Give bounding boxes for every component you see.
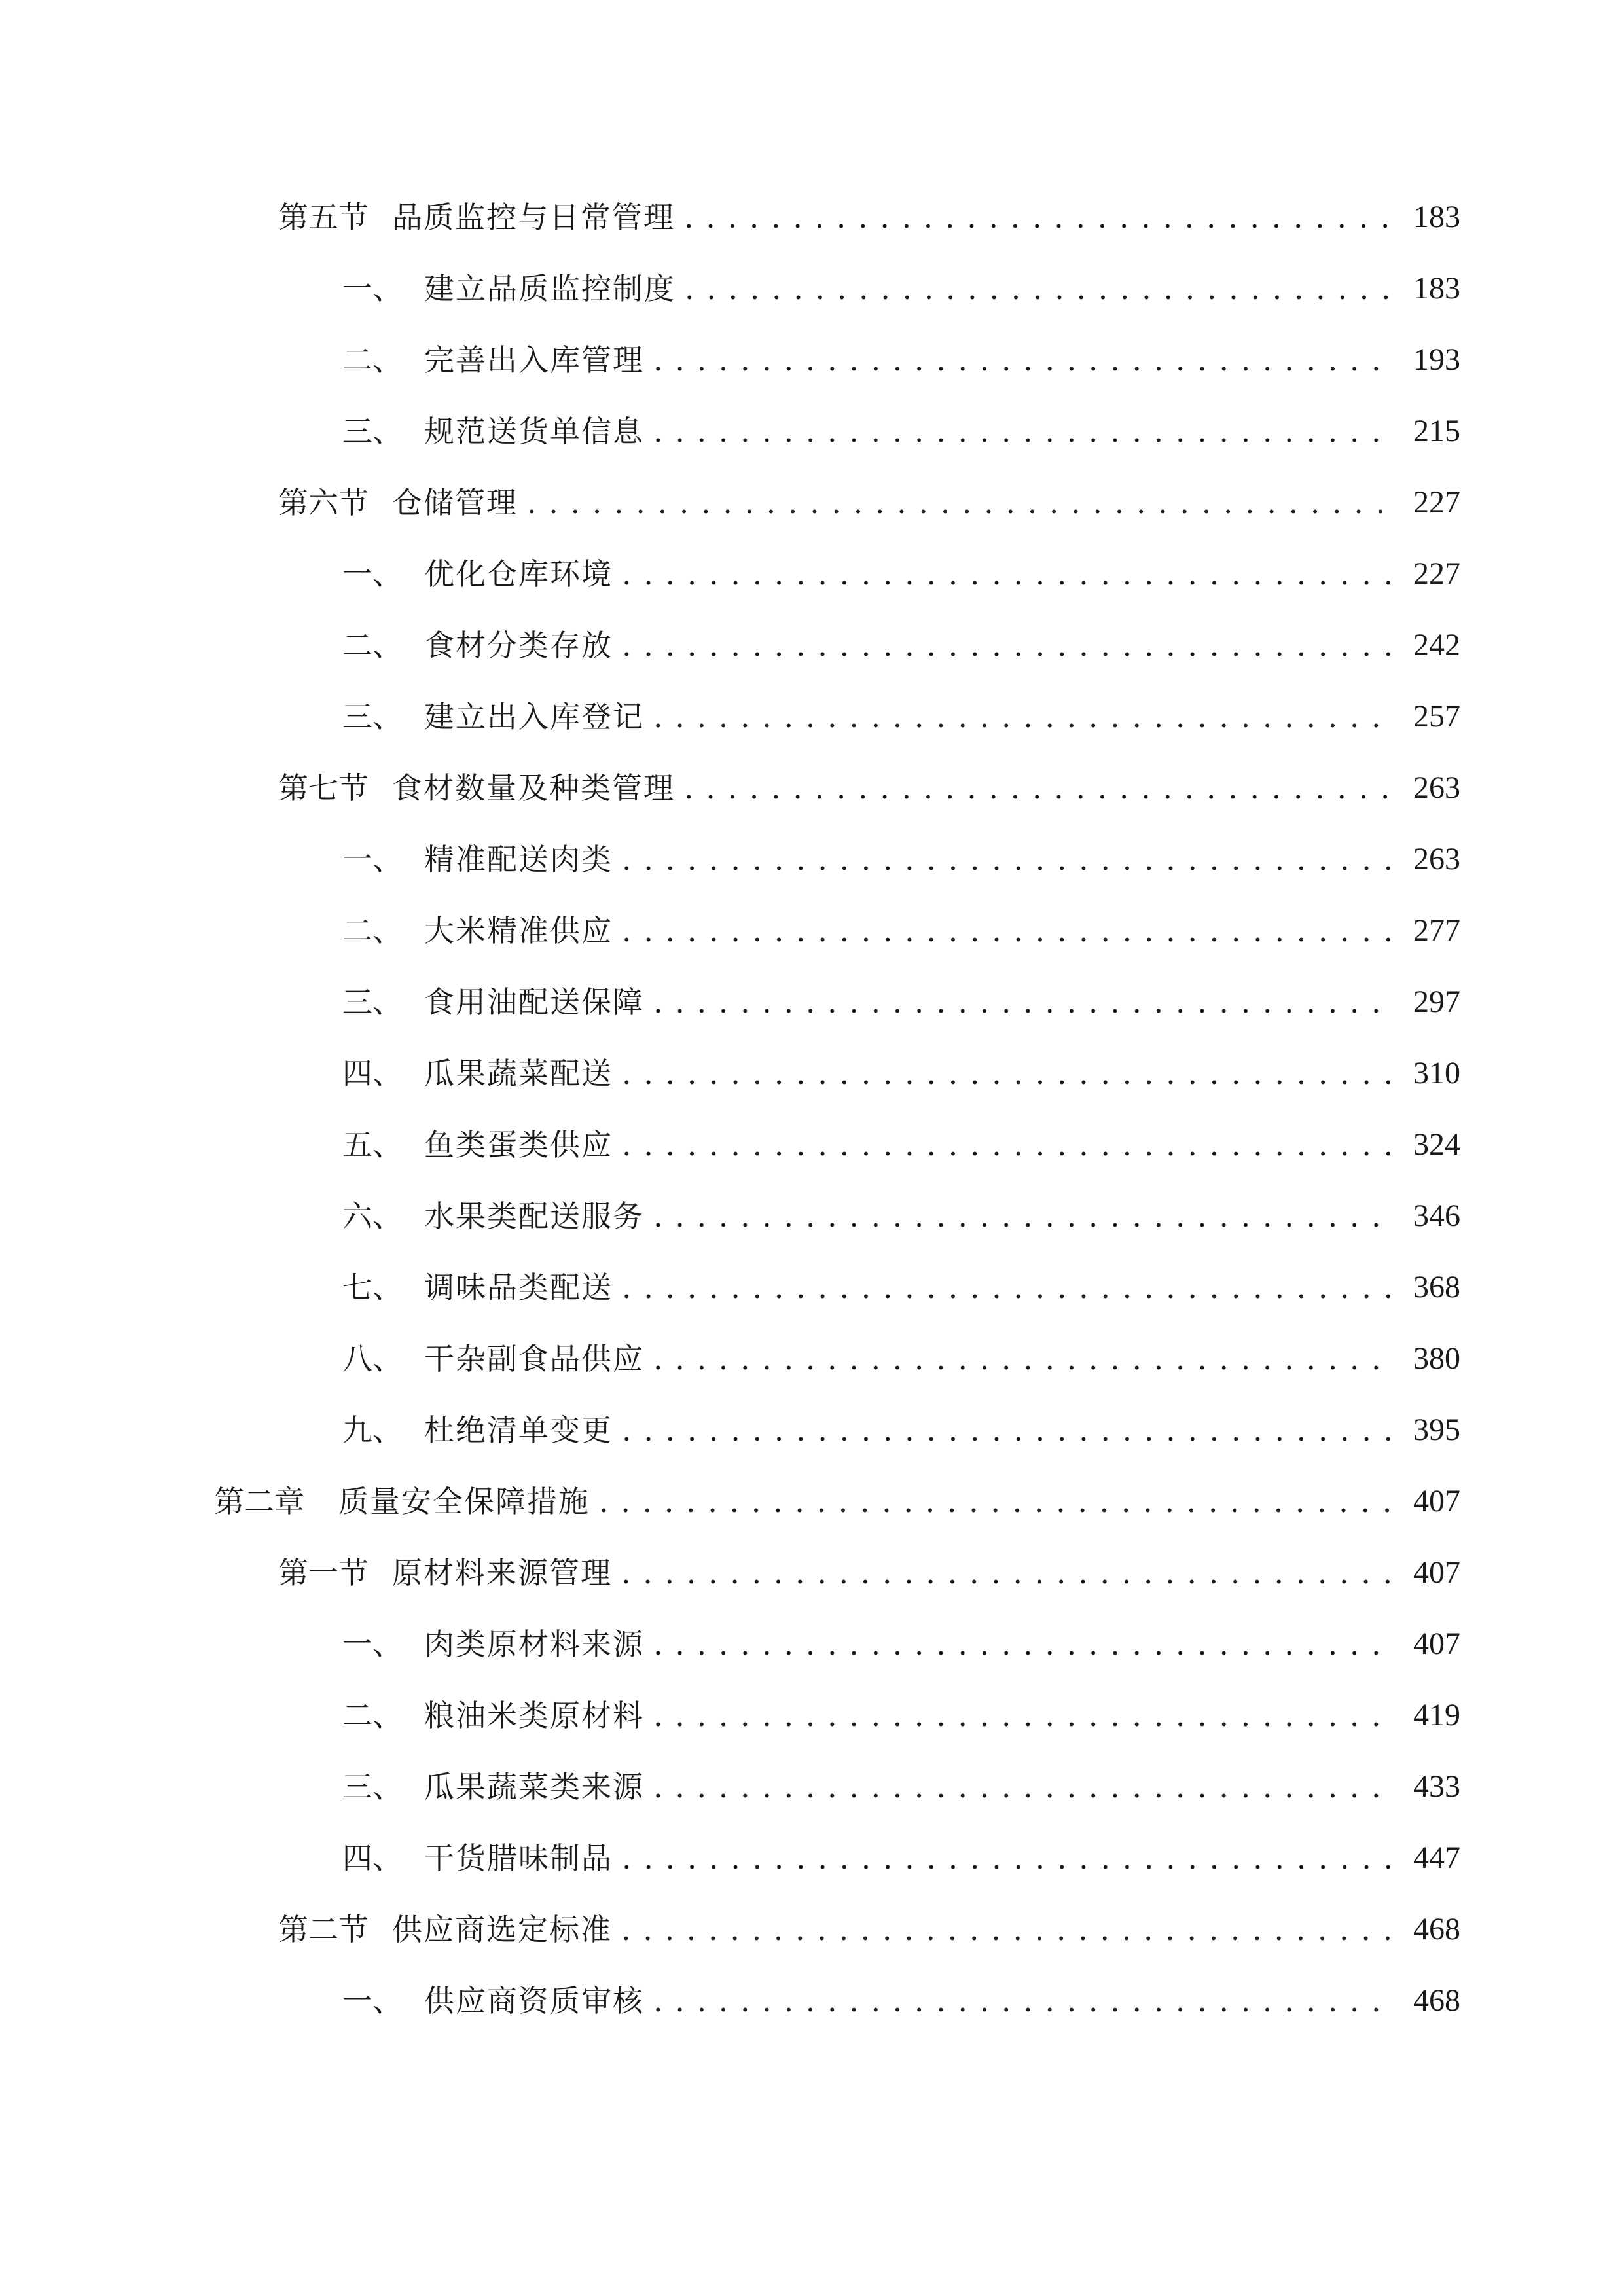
toc-entry-number: 三、 bbox=[342, 414, 403, 449]
toc-entry-page: 297 bbox=[1413, 984, 1460, 1019]
toc-entry-page: 183 bbox=[1413, 200, 1460, 234]
toc-entry-page: 419 bbox=[1413, 1698, 1460, 1732]
toc-entry-item[interactable] bbox=[0, 833, 1624, 886]
toc-entry-item[interactable] bbox=[0, 334, 1624, 386]
toc-entry-title: 规范送货单信息 bbox=[424, 414, 644, 449]
toc-entry-page: 468 bbox=[1413, 1983, 1460, 2018]
toc-entry-number: 一、 bbox=[342, 1983, 403, 2018]
toc-entry-page: 183 bbox=[1413, 271, 1460, 306]
toc-entry-section[interactable] bbox=[0, 476, 1624, 529]
toc-entry-number: 一、 bbox=[342, 271, 403, 306]
toc-entry-title: 粮油米类原材料 bbox=[424, 1698, 644, 1733]
toc-entry-title: 建立品质监控制度 bbox=[424, 271, 676, 306]
toc-entry-number: 四、 bbox=[342, 1056, 403, 1091]
toc-entry-page: 193 bbox=[1413, 342, 1460, 377]
toc-entry-title: 肉类原材料来源 bbox=[424, 1626, 644, 1662]
toc-entry-number: 二、 bbox=[342, 342, 403, 378]
toc-entry-item[interactable] bbox=[0, 1832, 1624, 1884]
dot-leader bbox=[653, 405, 1391, 457]
toc-entry-title: 干货腊味制品 bbox=[424, 1840, 613, 1876]
dot-leader bbox=[621, 1547, 1391, 1599]
toc-entry-item[interactable] bbox=[0, 1261, 1624, 1314]
toc-entry-number: 三、 bbox=[342, 699, 403, 734]
toc-entry-title: 品质监控与日常管理 bbox=[392, 200, 675, 235]
dot-leader bbox=[653, 1975, 1391, 2027]
toc-entry-item[interactable] bbox=[0, 1761, 1624, 1813]
toc-entry-title: 供应商资质审核 bbox=[424, 1983, 644, 2018]
toc-entry-number: 六、 bbox=[342, 1198, 403, 1234]
toc-entry-title: 食材分类存放 bbox=[424, 628, 613, 663]
toc-entry-item[interactable] bbox=[0, 1333, 1624, 1385]
toc-entry-page: 257 bbox=[1413, 699, 1460, 734]
toc-entry-title: 原材料来源管理 bbox=[392, 1555, 612, 1590]
toc-entry-title: 大米精准供应 bbox=[424, 913, 613, 948]
toc-entry-number: 四、 bbox=[342, 1840, 403, 1876]
dot-leader bbox=[684, 762, 1391, 814]
dot-leader bbox=[622, 1119, 1391, 1171]
dot-leader bbox=[653, 1689, 1391, 1742]
toc-entry-section[interactable] bbox=[0, 1903, 1624, 1956]
toc-entry-page: 447 bbox=[1413, 1840, 1460, 1875]
toc-entry-title: 建立出入库登记 bbox=[424, 699, 644, 734]
toc-entry-item[interactable] bbox=[0, 405, 1624, 457]
toc-entry-page: 277 bbox=[1413, 913, 1460, 948]
toc-entry-item[interactable] bbox=[0, 1618, 1624, 1670]
toc-entry-item[interactable] bbox=[0, 1975, 1624, 2027]
dot-leader bbox=[653, 691, 1391, 743]
toc-entry-item[interactable] bbox=[0, 619, 1624, 672]
dot-leader bbox=[622, 905, 1391, 957]
toc-entry-number: 第五节 bbox=[278, 200, 369, 235]
dot-leader bbox=[599, 1475, 1391, 1528]
toc-entry-number: 三、 bbox=[342, 1769, 403, 1804]
dot-leader bbox=[685, 262, 1391, 315]
toc-entry-page: 215 bbox=[1413, 414, 1460, 448]
toc-entry-number: 二、 bbox=[342, 913, 403, 948]
toc-entry-title: 瓜果蔬菜类来源 bbox=[424, 1769, 644, 1804]
dot-leader bbox=[653, 334, 1391, 386]
toc-entry-number: 一、 bbox=[342, 842, 403, 877]
toc-entry-page: 263 bbox=[1413, 770, 1460, 805]
toc-entry-item[interactable] bbox=[0, 1119, 1624, 1171]
toc-entry-chapter[interactable] bbox=[0, 1475, 1624, 1528]
toc-entry-title: 精准配送肉类 bbox=[424, 842, 613, 877]
toc-entry-item[interactable] bbox=[0, 691, 1624, 743]
toc-entry-page: 227 bbox=[1413, 485, 1460, 520]
toc-entry-number: 二、 bbox=[342, 628, 403, 663]
dot-leader bbox=[622, 1261, 1391, 1314]
toc-entry-page: 346 bbox=[1413, 1198, 1460, 1233]
dot-leader bbox=[622, 1047, 1391, 1100]
toc-entry-number: 二、 bbox=[342, 1698, 403, 1733]
toc-entry-number: 八、 bbox=[342, 1341, 403, 1376]
toc-entry-title: 优化仓库环境 bbox=[424, 556, 613, 592]
toc-entry-item[interactable] bbox=[0, 905, 1624, 957]
dot-leader bbox=[622, 1832, 1391, 1884]
toc-entry-title: 干杂副食品供应 bbox=[424, 1341, 644, 1376]
toc-entry-page: 310 bbox=[1413, 1056, 1460, 1090]
toc-entry-page: 433 bbox=[1413, 1769, 1460, 1804]
toc-entry-item[interactable] bbox=[0, 1047, 1624, 1100]
dot-leader bbox=[684, 191, 1391, 243]
toc-entry-title: 食材数量及种类管理 bbox=[392, 770, 675, 806]
toc-entry-item[interactable] bbox=[0, 262, 1624, 315]
toc-entry-number: 第一节 bbox=[278, 1555, 369, 1590]
dot-leader bbox=[653, 1333, 1391, 1385]
toc-entry-number: 第二章 bbox=[214, 1484, 304, 1519]
toc-entry-page: 407 bbox=[1413, 1484, 1460, 1518]
toc-entry-page: 407 bbox=[1413, 1555, 1460, 1590]
dot-leader bbox=[621, 1903, 1391, 1956]
toc-entry-page: 395 bbox=[1413, 1412, 1460, 1447]
toc-entry-page: 242 bbox=[1413, 628, 1460, 662]
dot-leader bbox=[622, 1404, 1391, 1456]
toc-entry-number: 一、 bbox=[342, 1626, 403, 1662]
toc-entry-title: 杜绝清单变更 bbox=[424, 1412, 613, 1448]
dot-leader bbox=[622, 619, 1391, 672]
toc-entry-page: 227 bbox=[1413, 556, 1460, 591]
dot-leader bbox=[653, 1618, 1391, 1670]
toc-entry-title: 供应商选定标准 bbox=[392, 1912, 612, 1947]
dot-leader bbox=[527, 476, 1391, 529]
toc-entry-title: 食用油配送保障 bbox=[424, 984, 644, 1020]
toc-entry-page: 407 bbox=[1413, 1626, 1460, 1661]
toc-entry-number: 九、 bbox=[342, 1412, 403, 1448]
toc-entry-title: 调味品类配送 bbox=[424, 1270, 613, 1305]
toc-entry-title: 瓜果蔬菜配送 bbox=[424, 1056, 613, 1091]
toc-entry-number: 一、 bbox=[342, 556, 403, 592]
toc-entry-page: 324 bbox=[1413, 1127, 1460, 1162]
dot-leader bbox=[653, 1190, 1391, 1242]
toc-entry-number: 第六节 bbox=[278, 485, 369, 520]
toc-entry-section[interactable] bbox=[0, 191, 1624, 243]
toc-entry-number: 第二节 bbox=[278, 1912, 369, 1947]
toc-entry-title: 完善出入库管理 bbox=[424, 342, 644, 378]
toc-entry-section[interactable] bbox=[0, 762, 1624, 814]
toc-entry-item[interactable] bbox=[0, 1404, 1624, 1456]
toc-entry-number: 五、 bbox=[342, 1127, 403, 1162]
toc-entry-number: 三、 bbox=[342, 984, 403, 1020]
toc-entry-title: 鱼类蛋类供应 bbox=[424, 1127, 613, 1162]
toc-entry-number: 第七节 bbox=[278, 770, 369, 806]
dot-leader bbox=[622, 833, 1391, 886]
dot-leader bbox=[653, 976, 1391, 1028]
toc-entry-item[interactable] bbox=[0, 1689, 1624, 1742]
toc-entry-page: 468 bbox=[1413, 1912, 1460, 1946]
dot-leader bbox=[622, 548, 1391, 600]
toc-entry-title: 仓储管理 bbox=[392, 485, 518, 520]
toc-entry-section[interactable] bbox=[0, 1547, 1624, 1599]
toc-entry-page: 368 bbox=[1413, 1270, 1460, 1304]
toc-entry-item[interactable] bbox=[0, 1190, 1624, 1242]
toc-entry-page: 380 bbox=[1413, 1341, 1460, 1376]
toc-entry-title: 水果类配送服务 bbox=[424, 1198, 644, 1234]
toc-entry-title: 质量安全保障措施 bbox=[338, 1484, 590, 1519]
toc-entry-item[interactable] bbox=[0, 548, 1624, 600]
dot-leader bbox=[653, 1761, 1391, 1813]
toc-entry-page: 263 bbox=[1413, 842, 1460, 876]
toc-entry-item[interactable] bbox=[0, 976, 1624, 1028]
toc-entry-number: 七、 bbox=[342, 1270, 403, 1305]
